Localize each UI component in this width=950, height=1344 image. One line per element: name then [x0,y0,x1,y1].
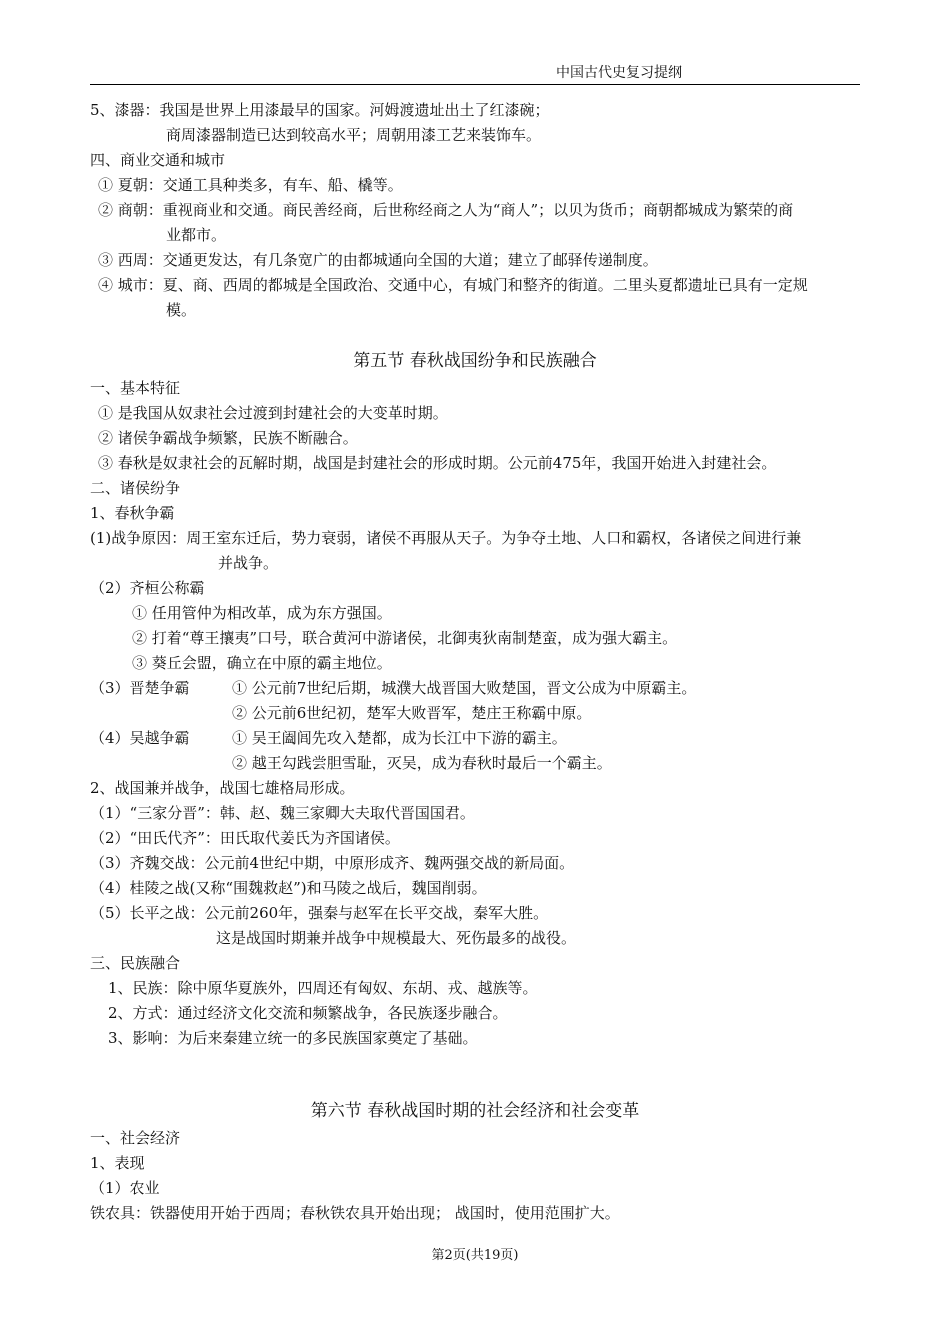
text-line: ③ 葵丘会盟，确立在中原的霸主地位。 [132,654,392,672]
text-line: ② 打着“尊王攘夷”口号，联合黄河中游诸侯，北御夷狄南制楚蛮，成为强大霸主。 [132,629,678,647]
text-line: ② 商朝：重视商业和交通。商民善经商，后世称经商之人为“商人”；以贝为货币；商朝都城成为繁荣的商 [98,201,794,219]
text-line: ③ 春秋是奴隶社会的瓦解时期，战国是封建社会的形成时期。公元前475年，我国开始进入封建社会。 [98,454,777,472]
text-line: （3）齐魏交战：公元前4世纪中期，中原形成齐、魏两强交战的新局面。 [90,854,575,872]
text-line: ① 公元前7世纪后期，城濮大战晋国大败楚国，晋文公成为中原霸主。 [232,679,697,697]
text-line: 5、漆器：我国是世界上用漆最早的国家。河姆渡遗址出土了红漆碗； [90,101,550,119]
text-line: ② 诸侯争霸战争频繁，民族不断融合。 [98,429,358,447]
text-line: 2、方式：通过经济文化交流和频繁战争，各民族逐步融合。 [108,1004,508,1022]
text-line: （4）吴越争霸 [90,729,190,747]
text-line: （3）晋楚争霸 [90,679,190,697]
text-line: 1、春秋争霸 [90,504,175,522]
running-header-title: 中国古代史复习提纲 [556,65,682,81]
text-line: ② 公元前6世纪初，楚军大败晋军，楚庄王称霸中原。 [232,704,592,722]
text-line: 1、民族：除中原华夏族外，四周还有匈奴、东胡、戎、越族等。 [108,979,538,997]
text-line: 2、战国兼并战争，战国七雄格局形成。 [90,779,355,797]
text-line: 一、社会经济 [90,1129,181,1147]
text-line: ① 任用管仲为相改革，成为东方强国。 [132,604,392,622]
text-line: （2）齐桓公称霸 [90,579,205,597]
text-line: ① 是我国从奴隶社会过渡到封建社会的大变革时期。 [98,404,448,422]
text-line: 铁农具：铁器使用开始于西周；春秋铁农具开始出现； 战国时，使用范围扩大。 [90,1204,620,1222]
text-line: ② 越王勾践尝胆雪耻，灭吴，成为春秋时最后一个霸主。 [232,754,612,772]
text-line: 商周漆器制造已达到较高水平；周朝用漆工艺来装饰车。 [166,126,542,144]
text-line: ① 吴王阖闾先攻入楚都，成为长江中下游的霸主。 [232,729,567,747]
text-line: （2）“田氏代齐”：田氏取代姜氏为齐国诸侯。 [90,829,400,847]
text-line: （4）桂陵之战(又称“围魏救赵”)和马陵之战后，魏国削弱。 [90,879,487,897]
text-line: 模。 [166,301,197,319]
section-title: 第五节 春秋战国纷争和民族融合 [353,351,597,371]
text-line: ① 夏朝：交通工具种类多，有车、船、橇等。 [98,176,403,194]
header-rule [90,84,860,85]
text-line: 这是战国时期兼并战争中规模最大、死伤最多的战役。 [216,929,577,947]
text-line: （5）长平之战：公元前260年，强秦与赵军在长平交战，秦军大胜。 [90,904,549,922]
text-line: ③ 西周：交通更发达，有几条宽广的由都城通向全国的大道；建立了邮驿传递制度。 [98,251,658,269]
text-line: 并战争。 [218,554,279,572]
text-line: 业都市。 [166,226,227,244]
text-line: （1）农业 [90,1179,160,1197]
text-line: （1）“三家分晋”：韩、赵、魏三家卿大夫取代晋国国君。 [90,804,475,822]
page-number: 第2页(共19页) [431,1248,519,1263]
text-line: 一、基本特征 [90,379,181,397]
text-line: 二、诸侯纷争 [90,479,181,497]
text-line: 四、商业交通和城市 [90,151,226,169]
section-title: 第六节 春秋战国时期的社会经济和社会变革 [310,1101,640,1121]
text-line: 三、民族融合 [90,954,181,972]
text-line: 1、表现 [90,1154,145,1172]
text-line: 3、影响：为后来秦建立统一的多民族国家奠定了基础。 [108,1029,478,1047]
text-line: ④ 城市：夏、商、西周的都城是全国政治、交通中心，有城门和整齐的街道。二里头夏都遗址已具有一定规 [98,276,808,294]
text-line: (1)战争原因：周王室东迁后，势力衰弱，诸侯不再服从天子。为争夺土地、人口和霸权，各诸侯之间进行兼 [90,529,802,547]
